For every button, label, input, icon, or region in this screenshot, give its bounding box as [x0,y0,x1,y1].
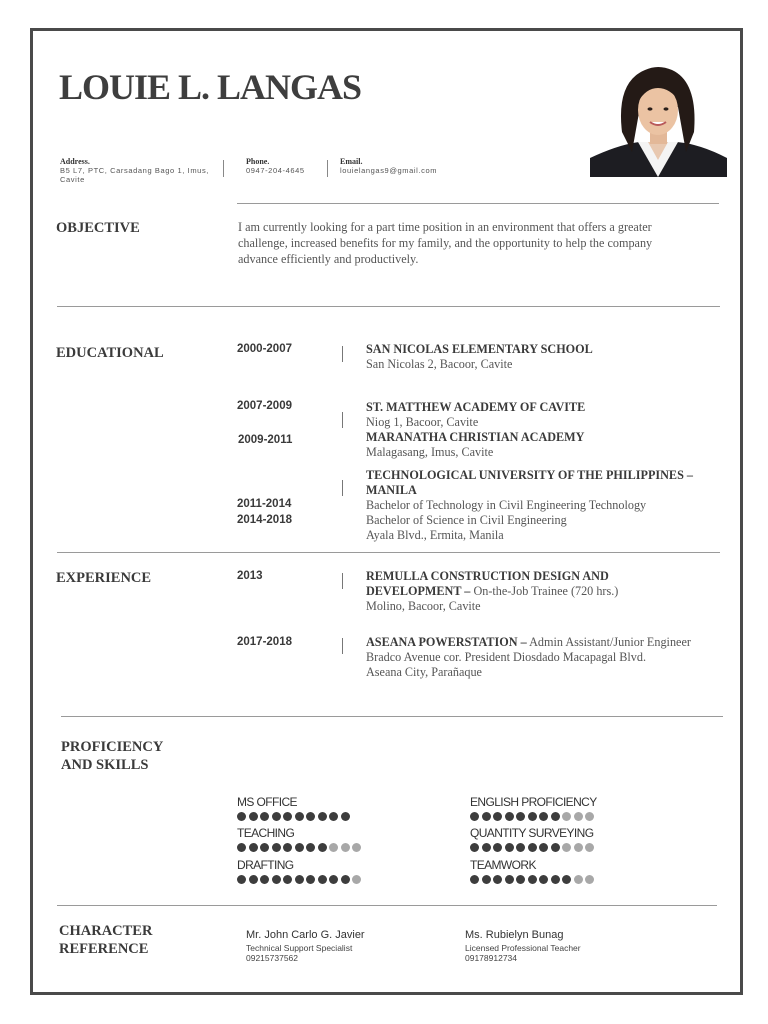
skill-item [470,826,594,852]
skill-item [237,858,361,884]
skill-dot-empty [352,875,361,884]
skill-dot-filled [470,875,479,884]
skill-dot-filled [516,812,525,821]
skill-dot-filled [482,843,491,852]
education-year: 2009-2011 [238,434,293,446]
skill-dot-filled [505,843,514,852]
skill-rating [237,843,361,852]
skill-dot-filled [528,875,537,884]
timeline-marker [342,573,343,589]
reference-heading-line: CHARACTER [59,923,153,939]
skill-dot-filled [260,875,269,884]
skill-dot-filled [493,812,502,821]
objective-heading: OBJECTIVE [56,220,140,236]
skill-dot-filled [318,875,327,884]
skill-dot-empty [562,843,571,852]
skill-dot-filled [539,812,548,821]
skill-dot-filled [528,843,537,852]
skill-dot-filled [505,812,514,821]
education-entry [366,342,593,372]
reference-phone: 09178912734 [465,953,518,963]
school-name: TECHNOLOGICAL UNIVERSITY OF THE PHILIPPINES – [366,468,693,482]
phone-block [246,157,305,175]
timeline-marker [342,480,343,496]
reference-title: Licensed Professional Teacher [465,943,581,953]
phone-value: 0947-204-4645 [246,166,305,175]
skill-dot-empty [585,843,594,852]
skill-rating [237,875,361,884]
address-block [60,157,209,184]
skill-dot-filled [295,843,304,852]
skill-dot-filled [551,843,560,852]
school-location: Niog 1, Bacoor, Cavite [366,415,479,429]
skill-dot-empty [574,812,583,821]
skill-name: ENGLISH PROFICIENCY [470,795,597,809]
skill-dot-filled [470,843,479,852]
timeline-marker [342,346,343,362]
objective-line: advance efficiently and productively. [238,252,419,266]
education-heading: EDUCATIONAL [56,345,164,361]
section-divider [57,306,720,307]
school-location: Ayala Blvd., Ermita, Manila [366,528,504,542]
skill-dot-filled [505,875,514,884]
education-year: 2011-2014 [237,498,292,510]
skill-name: TEACHING [237,826,295,840]
section-divider [61,716,723,717]
skill-dot-filled [493,843,502,852]
company-location: Aseana City, Parañaque [366,665,482,679]
email-label: Email. [340,157,363,166]
skill-dot-filled [341,875,350,884]
skill-name: TEAMWORK [470,858,536,872]
phone-label: Phone. [246,157,270,166]
skill-dot-filled [318,843,327,852]
address-line-2: Cavite [60,175,85,184]
email-value: louielangas9@gmail.com [340,166,438,175]
skill-dot-filled [306,812,315,821]
address-line-1: B5 L7, PTC, Carsadang Bago 1, Imus, [60,166,209,175]
divider [327,160,328,177]
skill-name: QUANTITY SURVEYING [470,826,594,840]
skill-dot-filled [306,843,315,852]
school-name: SAN NICOLAS ELEMENTARY SCHOOL [366,342,593,356]
section-divider [57,552,720,553]
skill-dot-filled [249,812,258,821]
skill-dot-empty [329,843,338,852]
skill-name: MS OFFICE [237,795,297,809]
job-role: Admin Assistant/Junior Engineer [526,635,691,649]
skill-dot-filled [283,812,292,821]
objective-line: challenge, increased benefits for my family, and the opportunity to help the company [238,236,653,250]
school-location: Malagasang, Imus, Cavite [366,445,494,459]
skill-dot-filled [295,812,304,821]
skill-dot-filled [482,875,491,884]
skill-name: DRAFTING [237,858,294,872]
reference-heading [59,922,152,958]
school-name: ST. MATTHEW ACADEMY OF CAVITE [366,400,586,414]
skill-dot-filled [260,843,269,852]
skill-dot-empty [352,843,361,852]
reference-phone: 09215737562 [246,953,299,963]
skill-dot-empty [574,875,583,884]
profile-photo [590,62,727,177]
experience-heading: EXPERIENCE [56,570,152,586]
divider [223,160,224,177]
skill-item [237,826,361,852]
skill-dot-filled [516,875,525,884]
reference-title: Technical Support Specialist [246,943,353,953]
school-name: MANILA [366,483,417,497]
email-block [340,157,437,175]
skill-dot-filled [272,875,281,884]
skill-dot-empty [585,875,594,884]
experience-year: 2013 [237,570,263,582]
education-entry [366,468,693,543]
skill-dot-filled [260,812,269,821]
skill-dot-filled [493,875,502,884]
skill-rating [237,812,350,821]
skill-dot-filled [295,875,304,884]
address-label: Address. [60,157,90,166]
reference-item [246,929,365,963]
education-year: 2007-2009 [237,400,292,412]
skill-dot-filled [306,875,315,884]
skill-dot-filled [470,812,479,821]
skill-dot-filled [237,812,246,821]
skill-dot-filled [528,812,537,821]
skill-item [470,795,597,821]
skill-dot-filled [249,875,258,884]
skill-dot-filled [272,812,281,821]
skill-rating [470,843,594,852]
skill-dot-filled [482,812,491,821]
skill-dot-empty [562,812,571,821]
company-name: ASEANA POWERSTATION – [366,635,527,649]
skill-dot-filled [539,843,548,852]
degree: Bachelor of Technology in Civil Engineering Technology [366,498,647,512]
skill-dot-filled [329,875,338,884]
company-location: Bradco Avenue cor. President Diosdado Macapagal Blvd. [366,650,647,664]
experience-entry [366,569,618,614]
education-entry [366,400,585,430]
reference-name: Ms. Rubielyn Bunag [465,929,564,941]
job-role: On-the-Job Trainee (720 hrs.) [470,584,619,598]
skills-heading [61,738,163,774]
skill-dot-filled [283,875,292,884]
experience-entry [366,635,691,680]
skill-rating [470,812,597,821]
objective-line: I am currently looking for a part time position in an environment that offers a greater [238,220,652,234]
degree: Bachelor of Science in Civil Engineering [366,513,567,527]
skill-item [470,858,594,884]
skill-dot-empty [585,812,594,821]
section-divider [237,203,719,204]
skill-dot-filled [341,812,350,821]
skill-dot-empty [574,843,583,852]
timeline-marker [342,412,343,428]
skill-dot-filled [283,843,292,852]
skill-item [237,795,350,821]
education-entry [366,430,584,460]
reference-name: Mr. John Carlo G. Javier [246,929,365,941]
skill-dot-filled [562,875,571,884]
section-divider [57,905,717,906]
skill-dot-filled [318,812,327,821]
skill-rating [470,875,594,884]
timeline-marker [342,638,343,654]
skill-dot-filled [237,843,246,852]
reference-item [465,929,581,963]
skill-dot-empty [341,843,350,852]
skills-heading-line: PROFICIENCY [61,739,164,755]
skill-dot-filled [551,875,560,884]
education-year: 2000-2007 [237,343,292,355]
skill-dot-filled [539,875,548,884]
candidate-name: LOUIE L. LANGAS [59,67,362,107]
school-name: MARANATHA CHRISTIAN ACADEMY [366,430,585,444]
company-name: DEVELOPMENT – [366,584,471,598]
school-location: San Nicolas 2, Bacoor, Cavite [366,357,513,371]
company-location: Molino, Bacoor, Cavite [366,599,481,613]
skill-dot-filled [329,812,338,821]
reference-heading-line: REFERENCE [59,941,149,957]
education-year: 2014-2018 [237,514,292,526]
objective-text [238,219,718,267]
skill-dot-filled [551,812,560,821]
skills-heading-line: AND SKILLS [61,757,149,773]
skill-dot-filled [516,843,525,852]
skill-dot-filled [237,875,246,884]
experience-year: 2017-2018 [237,636,292,648]
company-name: REMULLA CONSTRUCTION DESIGN AND [366,569,609,583]
skill-dot-filled [272,843,281,852]
skill-dot-filled [249,843,258,852]
